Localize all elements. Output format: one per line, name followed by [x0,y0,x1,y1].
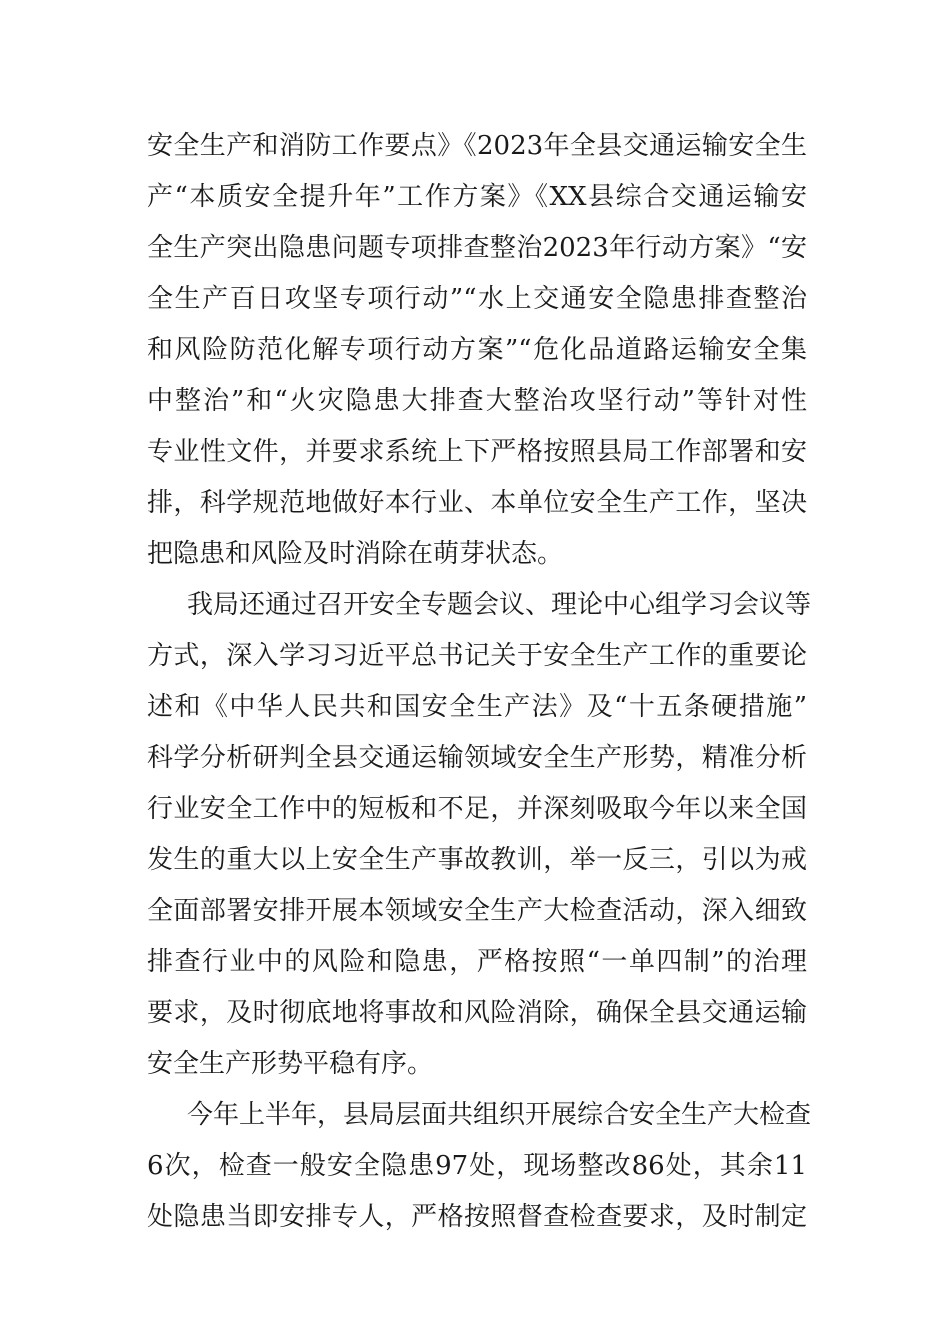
text-line: 全面部署安排开展本领域安全生产大检查活动，深入细致 [147,896,807,926]
text-line: 排，科学规范地做好本行业、本单位安全生产工作，坚决 [147,488,807,518]
text-line: 全生产百日攻坚专项行动”“水上交通安全隐患排查整治 [147,284,807,314]
text-line: 6次，检查一般安全隐患97处，现场整改86处，其余11 [147,1151,807,1181]
text-line: 和风险防范化解专项行动方案”“危化品道路运输安全集 [147,335,807,365]
paragraph-first-line: 我局还通过召开安全专题会议、理论中心组学习会议等 [187,590,812,620]
text-line: 发生的重大以上安全生产事故教训，举一反三，引以为戒 [147,845,807,875]
text-line: 排查行业中的风险和隐患，严格按照“一单四制”的治理 [147,947,807,977]
text-line: 述和《中华人民共和国安全生产法》及“十五条硬措施” [147,692,807,722]
text-line: 科学分析研判全县交通运输领域安全生产形势，精准分析 [147,743,807,773]
text-line: 全生产突出隐患问题专项排查整治2023年行动方案》“安 [147,233,807,263]
text-line: 专业性文件，并要求系统上下严格按照县局工作部署和安 [147,437,807,467]
paragraph-first-line: 今年上半年，县局层面共组织开展综合安全生产大检查 [187,1100,812,1130]
text-line: 中整治”和“火灾隐患大排查大整治攻坚行动”等针对性 [147,386,807,416]
text-line: 处隐患当即安排专人，严格按照督查检查要求，及时制定 [147,1202,807,1232]
text-line: 产“本质安全提升年”工作方案》《XX县综合交通运输安 [147,182,807,212]
text-line: 安全生产和消防工作要点》《2023年全县交通运输安全生 [147,131,807,161]
text-line: 行业安全工作中的短板和不足，并深刻吸取今年以来全国 [147,794,807,824]
text-line: 方式，深入学习习近平总书记关于安全生产工作的重要论 [147,641,807,671]
text-line: 把隐患和风险及时消除在萌芽状态。 [147,539,564,569]
text-line: 安全生产形势平稳有序。 [147,1049,434,1079]
text-line: 要求，及时彻底地将事故和风险消除，确保全县交通运输 [147,998,807,1028]
